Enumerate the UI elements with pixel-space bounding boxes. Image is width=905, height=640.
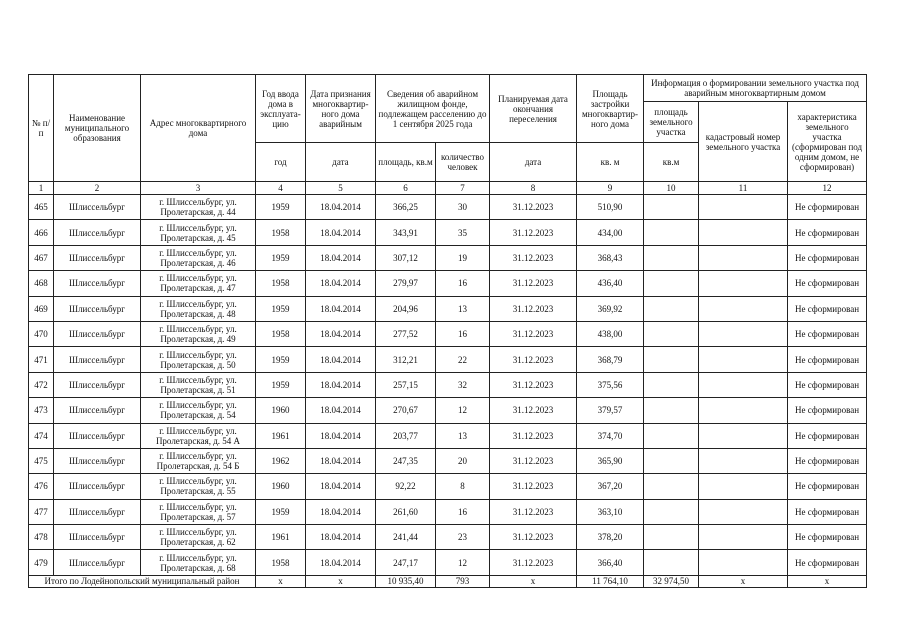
cell-end-date: 31.12.2023 (490, 398, 577, 423)
cell-year: 1959 (256, 296, 306, 321)
cell-address: г. Шлиссельбург, ул. Пролетарская, д. 54 Б (141, 448, 256, 473)
cell-building-area: 378,20 (577, 525, 644, 550)
cell-land-area (644, 195, 699, 220)
cell-number: 467 (29, 245, 54, 270)
cell-address: г. Шлиссельбург, ул. Пролетарская, д. 50 (141, 347, 256, 372)
cell-area: 312,21 (376, 347, 436, 372)
cell-address: г. Шлиссельбург, ул. Пролетарская, д. 62 (141, 525, 256, 550)
table-row (29, 347, 867, 372)
cell-address: г. Шлиссельбург, ул. Пролетарская, д. 44 (141, 195, 256, 220)
cell-end-date: 31.12.2023 (490, 423, 577, 448)
cell-end-date: 31.12.2023 (490, 474, 577, 499)
colnum: 10 (644, 182, 699, 195)
colnum: 8 (490, 182, 577, 195)
cell-emergency-date: 18.04.2014 (306, 525, 376, 550)
header-row-1 (29, 75, 867, 102)
colnum: 9 (577, 182, 644, 195)
cell-address: г. Шлиссельбург, ул. Пролетарская, д. 54 А (141, 423, 256, 448)
cell-municipality: Шлиссельбург (54, 245, 141, 270)
cell-land-status: Не сформирован (788, 499, 867, 524)
header-year-built: Год ввода дома в эксплуата-цию (256, 75, 306, 143)
cell-municipality: Шлиссельбург (54, 398, 141, 423)
cell-land-status: Не сформирован (788, 347, 867, 372)
unit-end-date: дата (490, 143, 577, 182)
table-row (29, 474, 867, 499)
total-land-area: 32 974,50 (644, 575, 699, 587)
cell-building-area: 366,40 (577, 550, 644, 575)
cell-emergency-date: 18.04.2014 (306, 195, 376, 220)
cell-end-date: 31.12.2023 (490, 499, 577, 524)
cell-year: 1959 (256, 499, 306, 524)
cell-area: 92,22 (376, 474, 436, 499)
column-number-row (29, 182, 867, 195)
cell-land-area (644, 372, 699, 397)
cell-people: 13 (436, 423, 490, 448)
table-row (29, 195, 867, 220)
total-building-area: 11 764,10 (577, 575, 644, 587)
cell-land-status: Не сформирован (788, 448, 867, 473)
cell-building-area: 374,70 (577, 423, 644, 448)
colnum: 4 (256, 182, 306, 195)
cell-municipality: Шлиссельбург (54, 195, 141, 220)
cell-people: 16 (436, 271, 490, 296)
cell-land-area (644, 423, 699, 448)
cell-land-area (644, 474, 699, 499)
cell-cadastral (699, 499, 788, 524)
cell-land-status: Не сформирован (788, 220, 867, 245)
cell-area: 279,97 (376, 271, 436, 296)
cell-municipality: Шлиссельбург (54, 499, 141, 524)
header-cadastral: кадастровый номер земельного участка (699, 102, 788, 182)
cell-land-area (644, 525, 699, 550)
colnum: 1 (29, 182, 54, 195)
cell-people: 23 (436, 525, 490, 550)
cell-address: г. Шлиссельбург, ул. Пролетарская, д. 51 (141, 372, 256, 397)
total-area: 10 935,40 (376, 575, 436, 587)
colnum: 6 (376, 182, 436, 195)
cell-land-area (644, 499, 699, 524)
cell-building-area: 510,90 (577, 195, 644, 220)
cell-land-status: Не сформирован (788, 296, 867, 321)
cell-building-area: 363,10 (577, 499, 644, 524)
unit-people: количество человек (436, 143, 490, 182)
cell-number: 470 (29, 321, 54, 346)
cell-area: 247,35 (376, 448, 436, 473)
cell-municipality: Шлиссельбург (54, 347, 141, 372)
cell-cadastral (699, 550, 788, 575)
cell-people: 30 (436, 195, 490, 220)
cell-land-status: Не сформирован (788, 550, 867, 575)
total-cadastral: x (699, 575, 788, 587)
cell-year: 1960 (256, 398, 306, 423)
cell-year: 1959 (256, 347, 306, 372)
cell-number: 479 (29, 550, 54, 575)
total-date: x (306, 575, 376, 587)
cell-address: г. Шлиссельбург, ул. Пролетарская, д. 55 (141, 474, 256, 499)
cell-municipality: Шлиссельбург (54, 220, 141, 245)
cell-people: 8 (436, 474, 490, 499)
cell-area: 343,91 (376, 220, 436, 245)
cell-number: 472 (29, 372, 54, 397)
header-planned-end: Планируемая дата окончания переселения (490, 75, 577, 143)
table-row (29, 499, 867, 524)
cell-number: 476 (29, 474, 54, 499)
cell-emergency-date: 18.04.2014 (306, 474, 376, 499)
cell-emergency-date: 18.04.2014 (306, 245, 376, 270)
unit-building-area: кв. м (577, 143, 644, 182)
cell-year: 1961 (256, 525, 306, 550)
cell-number: 469 (29, 296, 54, 321)
header-emergency-fund: Сведения об аварийном жилищном фонде, подлежащем расселению до 1 сентября 2025 года (376, 75, 490, 143)
cell-people: 20 (436, 448, 490, 473)
cell-end-date: 31.12.2023 (490, 220, 577, 245)
cell-end-date: 31.12.2023 (490, 372, 577, 397)
table-row (29, 321, 867, 346)
cell-address: г. Шлиссельбург, ул. Пролетарская, д. 47 (141, 271, 256, 296)
cell-people: 12 (436, 398, 490, 423)
cell-land-area (644, 220, 699, 245)
total-label: Итого по Лодейнопольский муниципальный район (29, 575, 256, 587)
cell-end-date: 31.12.2023 (490, 347, 577, 372)
cell-cadastral (699, 296, 788, 321)
cell-people: 32 (436, 372, 490, 397)
cell-building-area: 379,57 (577, 398, 644, 423)
cell-cadastral (699, 271, 788, 296)
cell-building-area: 434,00 (577, 220, 644, 245)
unit-land-area: кв.м (644, 143, 699, 182)
cell-municipality: Шлиссельбург (54, 271, 141, 296)
cell-municipality: Шлиссельбург (54, 550, 141, 575)
cell-address: г. Шлиссельбург, ул. Пролетарская, д. 49 (141, 321, 256, 346)
cell-land-area (644, 271, 699, 296)
cell-emergency-date: 18.04.2014 (306, 220, 376, 245)
cell-number: 474 (29, 423, 54, 448)
cell-area: 307,12 (376, 245, 436, 270)
cell-people: 22 (436, 347, 490, 372)
cell-people: 16 (436, 499, 490, 524)
cell-year: 1962 (256, 448, 306, 473)
cell-cadastral (699, 195, 788, 220)
cell-address: г. Шлиссельбург, ул. Пролетарская, д. 48 (141, 296, 256, 321)
cell-year: 1960 (256, 474, 306, 499)
cell-land-status: Не сформирован (788, 474, 867, 499)
cell-emergency-date: 18.04.2014 (306, 550, 376, 575)
table-row (29, 448, 867, 473)
cell-building-area: 365,90 (577, 448, 644, 473)
cell-area: 277,52 (376, 321, 436, 346)
cell-address: г. Шлиссельбург, ул. Пролетарская, д. 45 (141, 220, 256, 245)
cell-number: 477 (29, 499, 54, 524)
cell-land-status: Не сформирован (788, 398, 867, 423)
table-row (29, 220, 867, 245)
cell-cadastral (699, 398, 788, 423)
cell-land-status: Не сформирован (788, 423, 867, 448)
cell-municipality: Шлиссельбург (54, 296, 141, 321)
cell-emergency-date: 18.04.2014 (306, 423, 376, 448)
unit-area: площадь, кв.м (376, 143, 436, 182)
cell-end-date: 31.12.2023 (490, 525, 577, 550)
cell-end-date: 31.12.2023 (490, 296, 577, 321)
cell-land-area (644, 321, 699, 346)
cell-building-area: 369,92 (577, 296, 644, 321)
cell-end-date: 31.12.2023 (490, 195, 577, 220)
cell-emergency-date: 18.04.2014 (306, 321, 376, 346)
cell-year: 1958 (256, 271, 306, 296)
cell-year: 1959 (256, 245, 306, 270)
cell-municipality: Шлиссельбург (54, 448, 141, 473)
table-row (29, 550, 867, 575)
cell-municipality: Шлиссельбург (54, 525, 141, 550)
cell-municipality: Шлиссельбург (54, 474, 141, 499)
cell-end-date: 31.12.2023 (490, 321, 577, 346)
header-land-area: площадь земельного участка (644, 102, 699, 143)
cell-year: 1958 (256, 321, 306, 346)
cell-year: 1959 (256, 372, 306, 397)
cell-cadastral (699, 372, 788, 397)
cell-cadastral (699, 474, 788, 499)
cell-number: 468 (29, 271, 54, 296)
table-row (29, 296, 867, 321)
cell-people: 35 (436, 220, 490, 245)
cell-number: 471 (29, 347, 54, 372)
cell-people: 16 (436, 321, 490, 346)
cell-end-date: 31.12.2023 (490, 245, 577, 270)
table-body (29, 195, 867, 576)
cell-emergency-date: 18.04.2014 (306, 448, 376, 473)
cell-area: 261,60 (376, 499, 436, 524)
cell-end-date: 31.12.2023 (490, 550, 577, 575)
cell-land-status: Не сформирован (788, 195, 867, 220)
header-number: № п/п (29, 75, 54, 182)
colnum: 12 (788, 182, 867, 195)
unit-year: год (256, 143, 306, 182)
cell-land-area (644, 245, 699, 270)
cell-address: г. Шлиссельбург, ул. Пролетарская, д. 54 (141, 398, 256, 423)
cell-land-status: Не сформирован (788, 372, 867, 397)
cell-year: 1959 (256, 195, 306, 220)
table-row (29, 245, 867, 270)
cell-land-area (644, 398, 699, 423)
cell-year: 1958 (256, 220, 306, 245)
cell-municipality: Шлиссельбург (54, 372, 141, 397)
cell-area: 366,25 (376, 195, 436, 220)
cell-area: 241,44 (376, 525, 436, 550)
cell-people: 13 (436, 296, 490, 321)
cell-emergency-date: 18.04.2014 (306, 398, 376, 423)
cell-end-date: 31.12.2023 (490, 448, 577, 473)
cell-emergency-date: 18.04.2014 (306, 347, 376, 372)
colnum: 7 (436, 182, 490, 195)
cell-emergency-date: 18.04.2014 (306, 271, 376, 296)
cell-address: г. Шлиссельбург, ул. Пролетарская, д. 68 (141, 550, 256, 575)
cell-land-area (644, 448, 699, 473)
colnum: 11 (699, 182, 788, 195)
cell-emergency-date: 18.04.2014 (306, 372, 376, 397)
cell-building-area: 436,40 (577, 271, 644, 296)
cell-cadastral (699, 525, 788, 550)
cell-number: 465 (29, 195, 54, 220)
total-status: x (788, 575, 867, 587)
cell-cadastral (699, 347, 788, 372)
cell-municipality: Шлиссельбург (54, 321, 141, 346)
cell-land-area (644, 296, 699, 321)
cell-land-status: Не сформирован (788, 245, 867, 270)
cell-year: 1961 (256, 423, 306, 448)
cell-land-status: Не сформирован (788, 525, 867, 550)
cell-land-status: Не сформирован (788, 321, 867, 346)
cell-people: 12 (436, 550, 490, 575)
cell-number: 478 (29, 525, 54, 550)
header-municipality: Наименование муниципального образования (54, 75, 141, 182)
colnum: 5 (306, 182, 376, 195)
cell-land-status: Не сформирован (788, 271, 867, 296)
colnum: 2 (54, 182, 141, 195)
cell-number: 475 (29, 448, 54, 473)
cell-area: 270,67 (376, 398, 436, 423)
cell-cadastral (699, 423, 788, 448)
table-row (29, 372, 867, 397)
cell-emergency-date: 18.04.2014 (306, 499, 376, 524)
cell-cadastral (699, 245, 788, 270)
total-people: 793 (436, 575, 490, 587)
total-year: x (256, 575, 306, 587)
table-row (29, 271, 867, 296)
cell-cadastral (699, 220, 788, 245)
cell-area: 203,77 (376, 423, 436, 448)
cell-cadastral (699, 448, 788, 473)
header-land-info: Информация о формировании земельного участка под аварийным многоквартирным домом (644, 75, 867, 102)
header-address: Адрес многоквартирного дома (141, 75, 256, 182)
header-building-area: Площадь застройки многоквартир-ного дома (577, 75, 644, 143)
cell-municipality: Шлиссельбург (54, 423, 141, 448)
cell-address: г. Шлиссельбург, ул. Пролетарская, д. 57 (141, 499, 256, 524)
cell-address: г. Шлиссельбург, ул. Пролетарская, д. 46 (141, 245, 256, 270)
cell-building-area: 367,20 (577, 474, 644, 499)
header-emergency-date: Дата признания многоквартир-ного дома аварийным (306, 75, 376, 143)
colnum: 3 (141, 182, 256, 195)
cell-area: 204,96 (376, 296, 436, 321)
total-row (29, 575, 867, 587)
total-end-date: x (490, 575, 577, 587)
table-row (29, 525, 867, 550)
housing-register-table (28, 74, 867, 588)
cell-building-area: 368,79 (577, 347, 644, 372)
table-row (29, 423, 867, 448)
cell-number: 473 (29, 398, 54, 423)
cell-building-area: 438,00 (577, 321, 644, 346)
cell-land-area (644, 550, 699, 575)
cell-building-area: 368,43 (577, 245, 644, 270)
header-land-status: характеристика земельного участка (сформирован под одним домом, не сформирован) (788, 102, 867, 182)
cell-cadastral (699, 321, 788, 346)
cell-area: 257,15 (376, 372, 436, 397)
table-row (29, 398, 867, 423)
cell-area: 247,17 (376, 550, 436, 575)
cell-land-area (644, 347, 699, 372)
cell-emergency-date: 18.04.2014 (306, 296, 376, 321)
cell-year: 1958 (256, 550, 306, 575)
cell-people: 19 (436, 245, 490, 270)
cell-building-area: 375,56 (577, 372, 644, 397)
cell-number: 466 (29, 220, 54, 245)
unit-date: дата (306, 143, 376, 182)
cell-end-date: 31.12.2023 (490, 271, 577, 296)
